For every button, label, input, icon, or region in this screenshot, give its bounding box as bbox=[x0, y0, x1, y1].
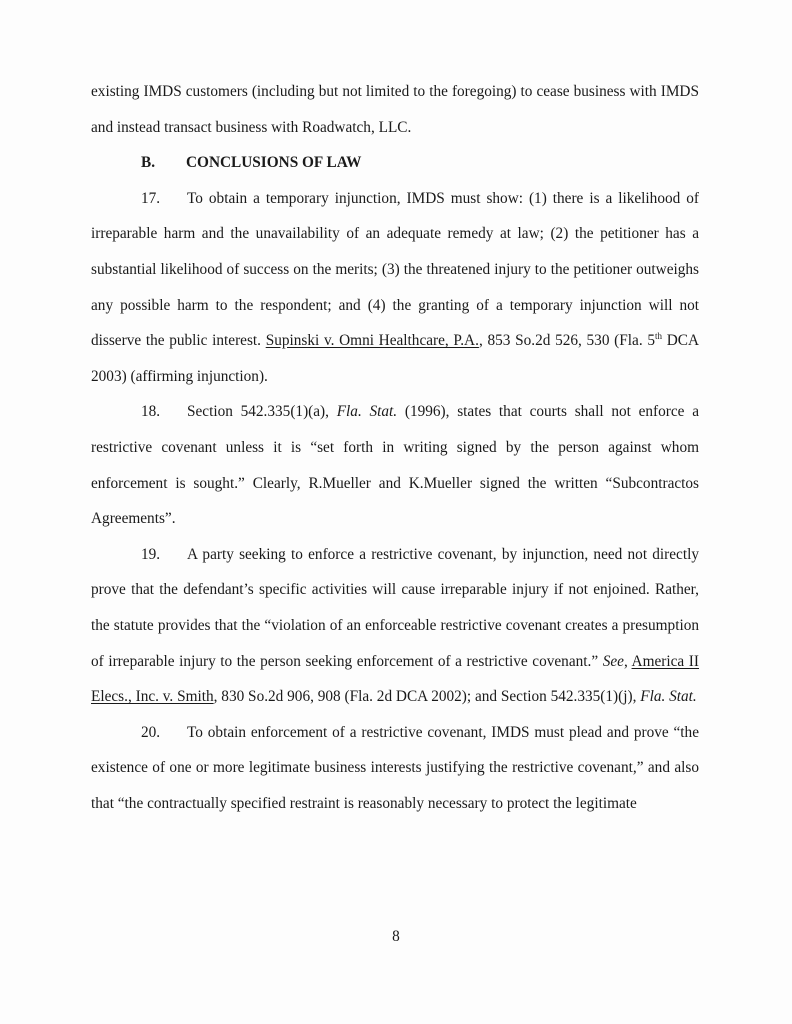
paragraph-19 bbox=[91, 537, 699, 715]
paragraph-number: 17. bbox=[141, 189, 161, 207]
paragraph-17 bbox=[91, 181, 699, 395]
paragraph-text: Section 542.335(1)(a), bbox=[187, 403, 337, 421]
paragraph-text: A party seeking to enforce a restrictive covenant, by injunction, need not directly prove that the defendant’s specific activities will cause irreparable injury if not enjoined. Rather, the statute provides that the “violation of an enforceable restrictive covenant creates a presumption of irreparable injury to the person seeking enforcement of a restrictive covenant.” bbox=[91, 545, 699, 670]
citation-text: , 830 So.2d 906, 908 (Fla. 2d DCA 2002); and Section 542.335(1)(j), bbox=[213, 688, 641, 706]
signal-see: See bbox=[602, 652, 624, 670]
citation-text: , 853 So.2d 526, 530 (Fla. 5 bbox=[478, 332, 655, 350]
document-body bbox=[91, 74, 699, 821]
paragraph-18 bbox=[91, 394, 699, 536]
paragraph-number: 19. bbox=[141, 545, 161, 563]
citation-text: DCA 2003) (affirming injunction). bbox=[91, 332, 700, 385]
case-citation: Supinski v. Omni Healthcare, P.A. bbox=[265, 332, 479, 350]
section-letter: B. bbox=[141, 154, 156, 172]
case-citation: America II Elecs., Inc. v. Smith bbox=[91, 652, 699, 706]
ordinal-superscript: th bbox=[655, 331, 663, 342]
section-heading bbox=[91, 145, 699, 181]
paragraph-number: 20. bbox=[141, 723, 161, 741]
paragraph-text: To obtain enforcement of a restrictive covenant, IMDS must plead and prove “the existence of one or more legitimate business interests justifying the restrictive covenant,” and also that “the contractually specified restraint is reasonably necessary to protect the legitimate bbox=[91, 723, 699, 812]
section-title: CONCLUSIONS OF LAW bbox=[186, 154, 362, 172]
paragraph-number: 18. bbox=[141, 403, 161, 421]
separator: , bbox=[623, 652, 632, 670]
paragraph-text: (1996), states that courts shall not enforce a restrictive covenant unless it is “set forth in writing signed by the person against whom enforcement is sought.” Clearly, R.Mueller and K.Mueller signed the written “Subcontractos Agreements”. bbox=[91, 403, 699, 528]
paragraph-20 bbox=[91, 715, 699, 822]
page-number: 8 bbox=[392, 928, 400, 945]
statute-name: Fla. Stat. bbox=[336, 403, 398, 421]
statute-name: Fla. Stat. bbox=[640, 688, 697, 706]
continuation-paragraph: existing IMDS customers (including but not limited to the foregoing) to cease business with IMDS and instead transact business with Roadwatch, LLC. bbox=[91, 83, 699, 136]
paragraph-text: To obtain a temporary injunction, IMDS must show: (1) there is a likelihood of irreparable harm and the unavailability of an adequate remedy at law; (2) the petitioner has a substantial likelihood of success on the merits; (3) the threatened injury to the petitioner outweighs any possible harm to the respondent; and (4) the granting of a temporary injunction will not disserve the public interest. bbox=[91, 189, 699, 350]
